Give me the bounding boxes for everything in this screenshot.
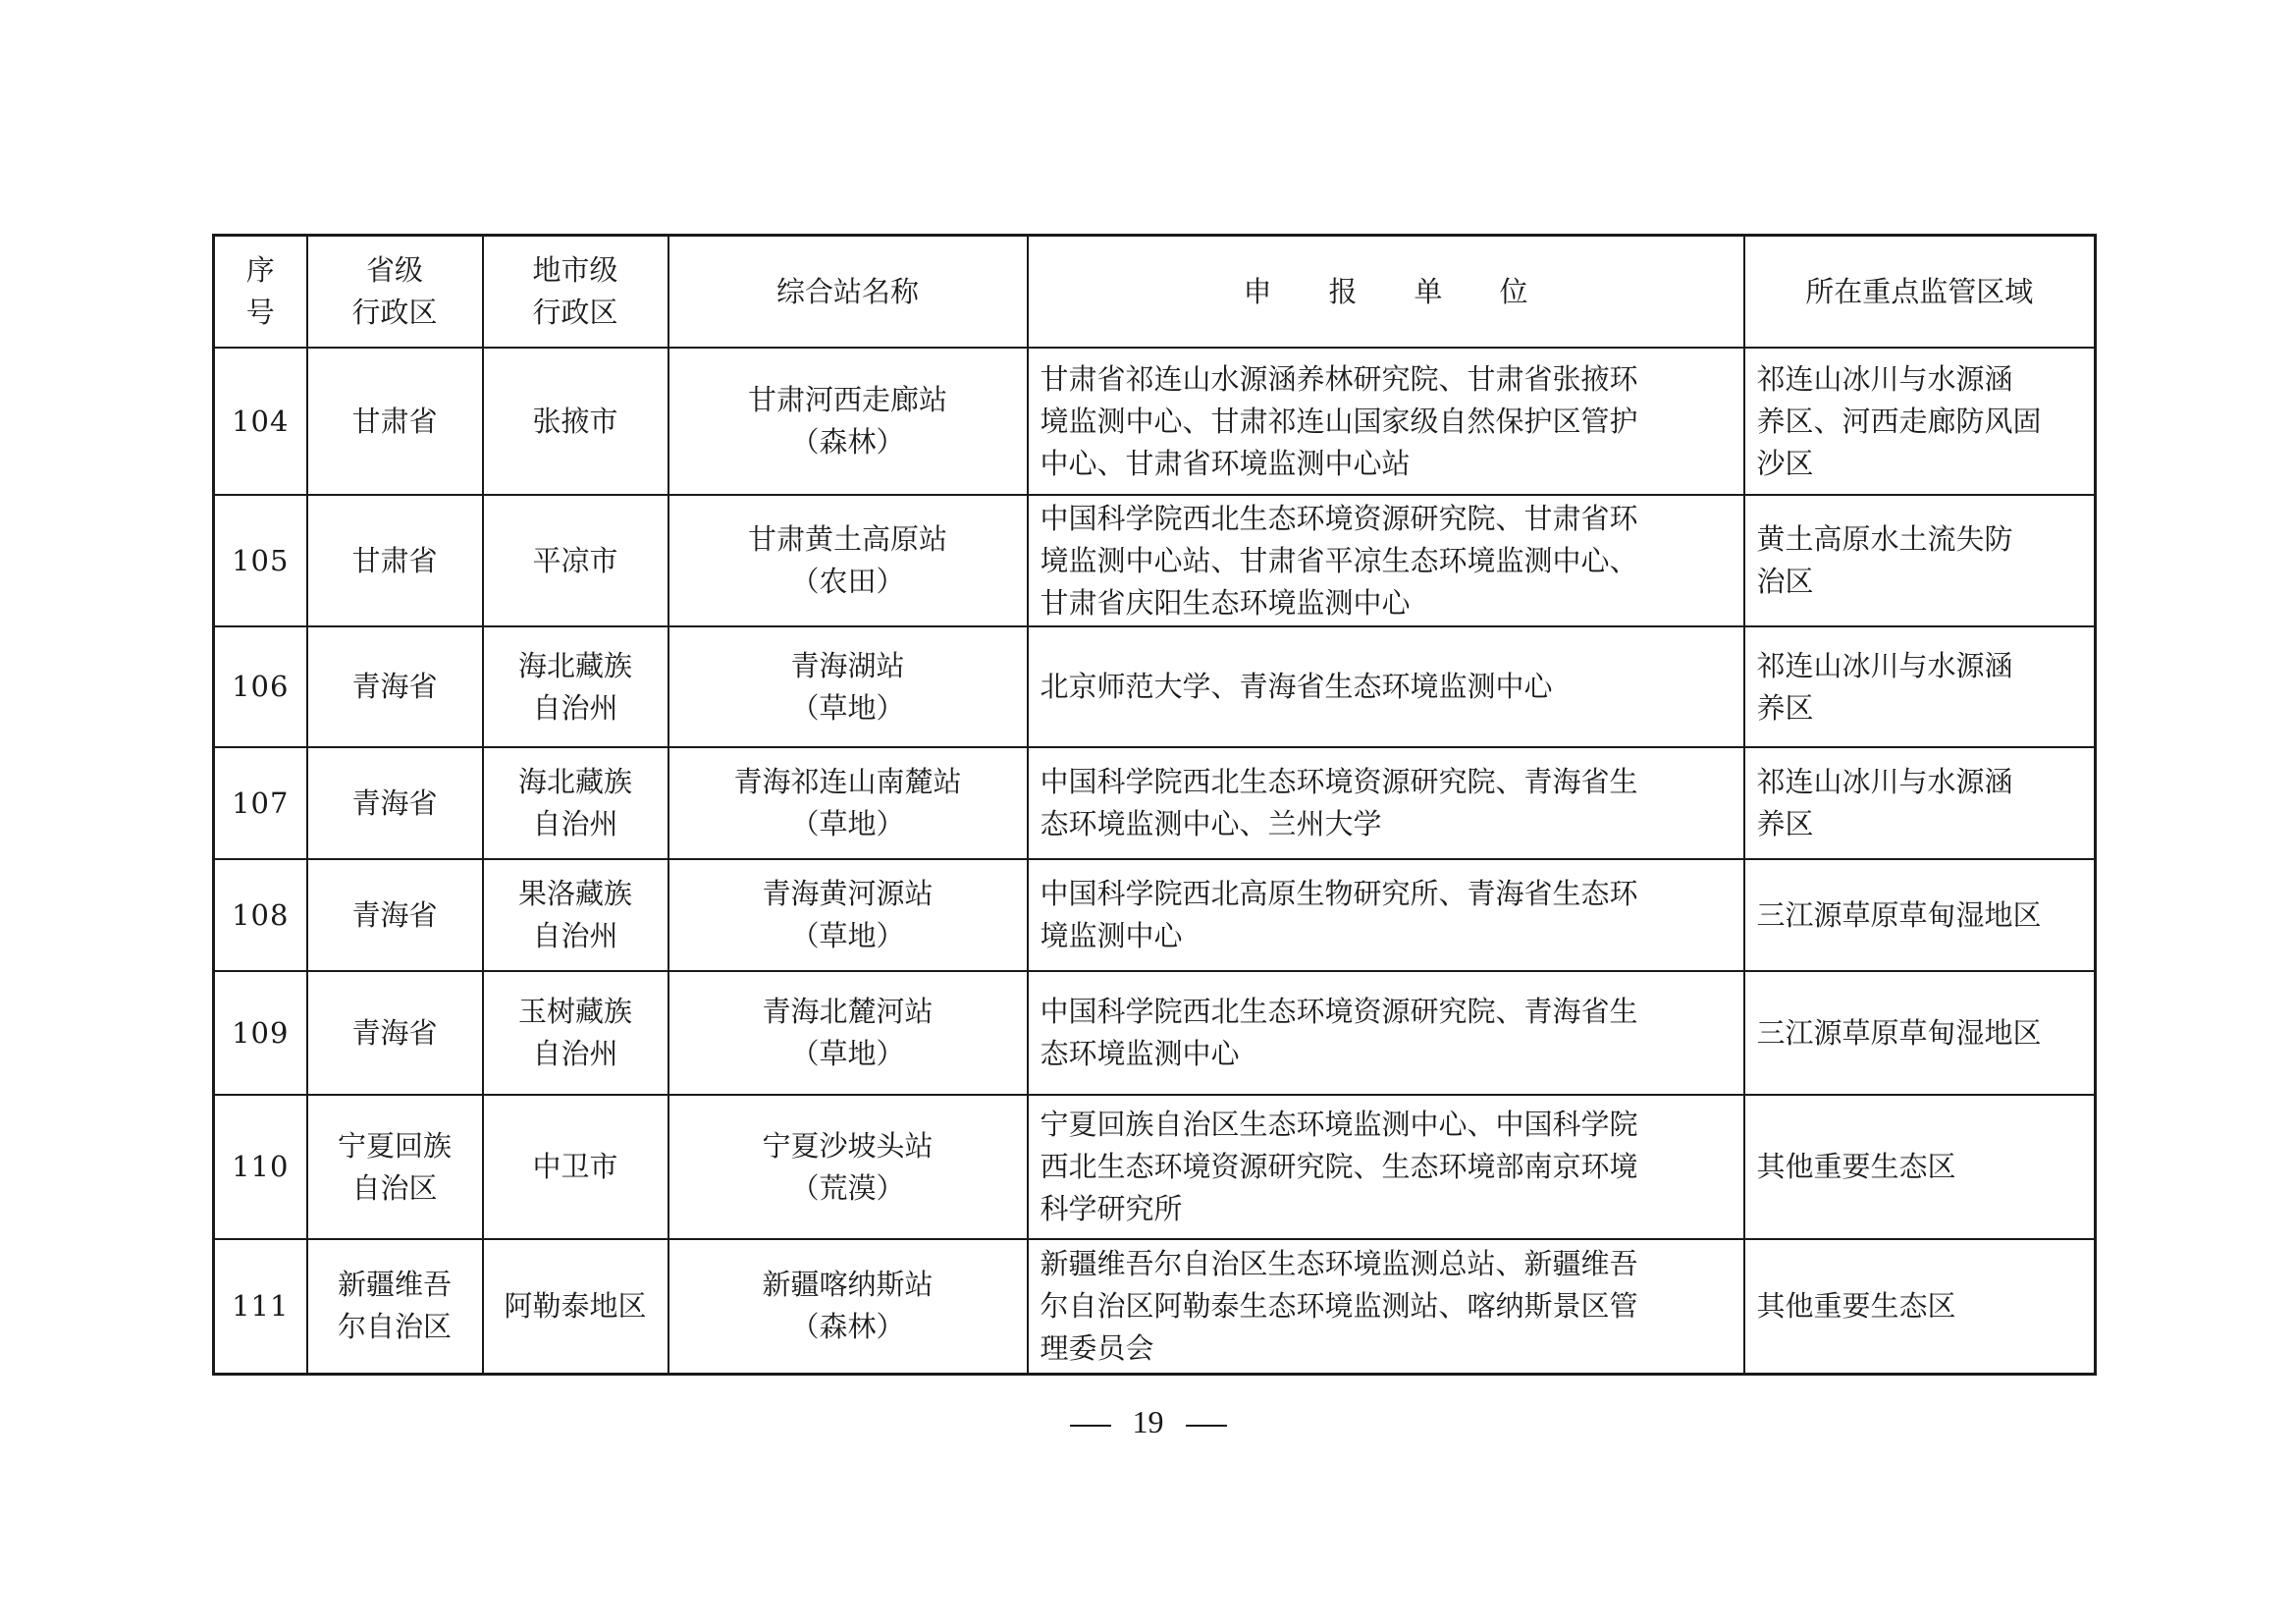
cell-region — [1744, 747, 2096, 859]
cell-station-line: （草地） — [790, 807, 905, 840]
header-city-line-2: 行政区 — [532, 296, 618, 329]
cell-province-line: 新疆维吾 — [337, 1268, 452, 1302]
cell-city-line: 阿勒泰地区 — [504, 1288, 647, 1323]
cell-city-line: 自治州 — [532, 690, 618, 725]
table-row — [214, 1095, 2096, 1239]
cell-region-line: 祁连山冰川与水源涵 — [1756, 648, 2013, 682]
cell-region-line: 祁连山冰川与水源涵 — [1756, 765, 2013, 798]
cell-station — [668, 971, 1028, 1095]
cell-city-line: 自治州 — [532, 1037, 618, 1070]
cell-city-line: 海北藏族 — [517, 648, 632, 682]
table-row — [214, 971, 2096, 1095]
cell-province-line: 青海省 — [351, 897, 438, 932]
cell-applicant-line: 甘肃省祁连山水源涵养林研究院、甘肃省张掖环 — [1040, 361, 1638, 396]
cell-city — [483, 859, 668, 971]
header-row — [214, 236, 2096, 349]
cell-applicant — [1028, 1239, 1744, 1374]
cell-province — [307, 1239, 483, 1374]
cell-province — [307, 626, 483, 747]
cell-applicant — [1028, 971, 1744, 1095]
cell-applicant — [1028, 859, 1744, 971]
cell-city — [483, 1095, 668, 1239]
cell-applicant — [1028, 495, 1744, 626]
cell-applicant-line: 中心、甘肃省环境监测中心站 — [1040, 446, 1411, 480]
cell-applicant-line: 理委员会 — [1040, 1330, 1154, 1365]
cell-region — [1744, 1239, 2096, 1374]
cell-station-line: （草地） — [790, 690, 905, 725]
cell-region-line: 黄土高原水土流失防 — [1756, 522, 2013, 556]
cell-applicant-line: 新疆维吾尔自治区生态环境监测总站、新疆维吾 — [1040, 1246, 1638, 1280]
cell-province — [307, 1095, 483, 1239]
cell-station-line: （森林） — [790, 425, 905, 459]
cell-applicant-line: 科学研究所 — [1040, 1192, 1183, 1225]
cell-seq: 109 — [214, 971, 307, 1095]
cell-applicant-line: 境监测中心站、甘肃省平凉生态环境监测中心、 — [1040, 543, 1638, 577]
cell-applicant-line: 境监测中心、甘肃祁连山国家级自然保护区管护 — [1040, 404, 1638, 438]
cell-station-line: 青海湖站 — [790, 648, 905, 682]
cell-station — [668, 859, 1028, 971]
cell-city-line: 张掖市 — [532, 404, 618, 438]
cell-city-line: 自治州 — [532, 919, 618, 952]
header-seq — [214, 236, 307, 349]
cell-station-line: （草地） — [790, 919, 905, 952]
table-header — [214, 236, 2096, 349]
cell-region-line: 祁连山冰川与水源涵 — [1756, 361, 2013, 396]
header-province-line-2: 行政区 — [351, 296, 438, 329]
cell-applicant-line: 中国科学院西北生态环境资源研究院、青海省生 — [1040, 765, 1638, 798]
footer-dash-left — [1070, 1425, 1111, 1427]
table-body — [214, 348, 2096, 1374]
cell-province-line: 青海省 — [351, 785, 438, 820]
cell-seq: 106 — [214, 626, 307, 747]
cell-city — [483, 626, 668, 747]
cell-province — [307, 859, 483, 971]
page-number: 19 — [1132, 1404, 1164, 1439]
cell-province-line: 甘肃省 — [351, 543, 438, 577]
cell-station — [668, 495, 1028, 626]
cell-applicant-line: 西北生态环境资源研究院、生态环境部南京环境 — [1040, 1150, 1638, 1183]
table-row — [214, 495, 2096, 626]
cell-station-line: 宁夏沙坡头站 — [762, 1128, 934, 1163]
cell-region-line: 其他重要生态区 — [1756, 1150, 1956, 1183]
cell-region — [1744, 348, 2096, 495]
cell-applicant-line: 尔自治区阿勒泰生态环境监测站、喀纳斯景区管 — [1040, 1288, 1638, 1323]
stations-table-container — [212, 234, 2094, 1376]
cell-station-line: 甘肃黄土高原站 — [747, 522, 947, 556]
cell-station-line: 青海北麓河站 — [762, 995, 934, 1028]
cell-region — [1744, 971, 2096, 1095]
cell-station-line: （森林） — [790, 1310, 905, 1344]
header-province-line-1: 省级 — [365, 253, 423, 287]
cell-province — [307, 348, 483, 495]
cell-applicant-line: 中国科学院西北高原生物研究所、青海省生态环 — [1040, 877, 1638, 910]
cell-province — [307, 747, 483, 859]
cell-province — [307, 495, 483, 626]
cell-applicant-line: 中国科学院西北生态环境资源研究院、青海省生 — [1040, 995, 1638, 1028]
cell-applicant-line: 境监测中心 — [1040, 919, 1183, 952]
cell-station — [668, 626, 1028, 747]
cell-province — [307, 971, 483, 1095]
table-row — [214, 626, 2096, 747]
cell-region-line: 治区 — [1756, 565, 1814, 598]
cell-region — [1744, 859, 2096, 971]
table-row — [214, 859, 2096, 971]
header-seq-line-1: 序 — [245, 253, 275, 287]
cell-region-line: 养区 — [1756, 807, 1814, 840]
cell-station-line: 青海祁连山南麓站 — [733, 765, 962, 798]
cell-province-line: 尔自治区 — [337, 1310, 452, 1344]
header-city — [483, 236, 668, 349]
cell-station-line: 新疆喀纳斯站 — [762, 1268, 934, 1302]
header-applicant — [1028, 236, 1744, 349]
cell-applicant-line: 态环境监测中心 — [1040, 1037, 1240, 1070]
cell-station-line: （草地） — [790, 1037, 905, 1070]
cell-city-line: 海北藏族 — [517, 765, 632, 798]
cell-city-line: 平凉市 — [532, 543, 618, 577]
cell-city-line: 果洛藏族 — [517, 877, 632, 910]
cell-region-line: 其他重要生态区 — [1756, 1288, 1956, 1323]
cell-city — [483, 495, 668, 626]
header-applicant-label: 申报单位 — [1243, 274, 1585, 308]
stations-table — [212, 234, 2097, 1376]
cell-city — [483, 747, 668, 859]
cell-seq: 110 — [214, 1095, 307, 1239]
table-row — [214, 348, 2096, 495]
cell-applicant-line: 态环境监测中心、兰州大学 — [1040, 807, 1382, 840]
cell-seq: 107 — [214, 747, 307, 859]
header-region: 所在重点监管区域 — [1744, 236, 2096, 349]
cell-region-line: 沙区 — [1756, 446, 1814, 480]
cell-station-line: 甘肃河西走廊站 — [747, 383, 947, 416]
cell-province-line: 甘肃省 — [351, 404, 438, 438]
cell-province-line: 自治区 — [351, 1170, 438, 1205]
cell-applicant — [1028, 1095, 1744, 1239]
cell-applicant — [1028, 348, 1744, 495]
header-city-line-1: 地市级 — [532, 253, 618, 287]
cell-region-line: 三江源草原草甸湿地区 — [1756, 897, 2042, 932]
cell-city — [483, 1239, 668, 1374]
cell-station-line: （农田） — [790, 565, 905, 598]
cell-province-line: 青海省 — [351, 670, 438, 703]
cell-province-line: 宁夏回族 — [337, 1128, 452, 1163]
cell-station — [668, 1239, 1028, 1374]
cell-province-line: 青海省 — [351, 1015, 438, 1050]
cell-station-line: （荒漠） — [790, 1170, 905, 1205]
cell-station — [668, 348, 1028, 495]
cell-applicant — [1028, 626, 1744, 747]
footer-dash-right — [1186, 1425, 1227, 1427]
cell-station — [668, 1095, 1028, 1239]
cell-region — [1744, 626, 2096, 747]
cell-region-line: 三江源草原草甸湿地区 — [1756, 1015, 2042, 1050]
cell-applicant-line: 甘肃省庆阳生态环境监测中心 — [1040, 585, 1411, 620]
cell-seq: 111 — [214, 1239, 307, 1374]
cell-station — [668, 747, 1028, 859]
cell-applicant-line: 北京师范大学、青海省生态环境监测中心 — [1040, 670, 1553, 703]
cell-seq: 105 — [214, 495, 307, 626]
cell-region-line: 养区 — [1756, 690, 1814, 725]
cell-city-line: 中卫市 — [532, 1150, 618, 1183]
table-row — [214, 747, 2096, 859]
cell-applicant-line: 中国科学院西北生态环境资源研究院、甘肃省环 — [1040, 501, 1638, 535]
cell-city — [483, 348, 668, 495]
cell-city — [483, 971, 668, 1095]
cell-region-line: 养区、河西走廊防风固 — [1756, 404, 2042, 438]
cell-station-line: 青海黄河源站 — [762, 877, 934, 910]
header-province — [307, 236, 483, 349]
cell-seq: 108 — [214, 859, 307, 971]
cell-applicant-line: 宁夏回族自治区生态环境监测中心、中国科学院 — [1040, 1108, 1638, 1141]
cell-applicant — [1028, 747, 1744, 859]
cell-region — [1744, 495, 2096, 626]
header-station: 综合站名称 — [668, 236, 1028, 349]
cell-seq: 104 — [214, 348, 307, 495]
cell-city-line: 自治州 — [532, 807, 618, 840]
page-footer — [0, 1404, 2296, 1440]
table-row — [214, 1239, 2096, 1374]
cell-region — [1744, 1095, 2096, 1239]
header-seq-line-2: 号 — [245, 296, 275, 329]
cell-city-line: 玉树藏族 — [517, 995, 632, 1028]
